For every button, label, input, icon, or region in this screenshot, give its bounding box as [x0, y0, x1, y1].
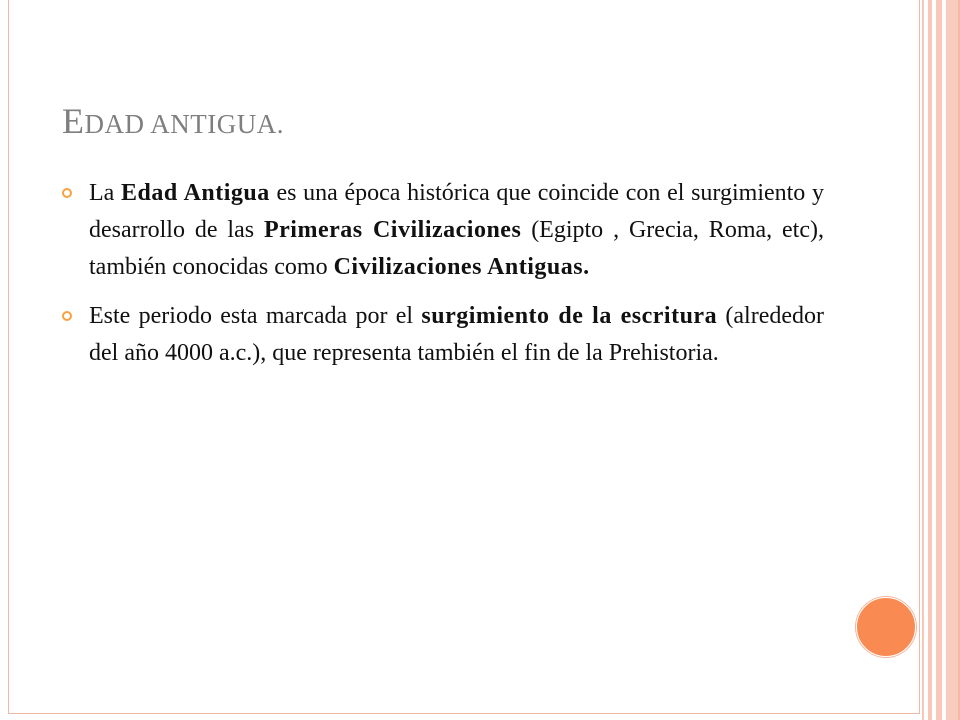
bullet-text: La	[89, 180, 121, 206]
bullet-text: Este periodo esta marcada por el	[89, 303, 422, 329]
bold-term: surgimiento de la escritura	[421, 303, 718, 329]
decorative-stripe	[922, 0, 924, 720]
bullet-item	[62, 298, 824, 372]
accent-circle	[856, 597, 916, 657]
title-initial: E	[62, 101, 85, 141]
bullet-item	[62, 175, 824, 286]
slide-title	[62, 100, 284, 142]
decorative-stripe	[928, 0, 932, 720]
decorative-stripe	[936, 0, 942, 720]
bullet-circle-icon	[62, 188, 72, 198]
slide-body	[62, 175, 824, 384]
bullet-text: es una época histórica que coincide con el surgimiento y desarrollo de las	[89, 180, 824, 243]
bold-term: Civilizaciones Antiguas.	[333, 254, 590, 280]
bullet-text: (Egipto , Grecia, Roma, etc), también conocidas como	[89, 217, 824, 280]
bold-term: Primeras Civilizaciones	[263, 217, 522, 243]
bullet-circle-icon	[62, 311, 72, 321]
bullet-text: (alrededor del año 4000 a.c.), que representa también el fin de la Prehistoria.	[89, 303, 825, 366]
bold-term: Edad Antigua	[121, 180, 270, 206]
title-rest: DAD ANTIGUA.	[84, 109, 284, 139]
